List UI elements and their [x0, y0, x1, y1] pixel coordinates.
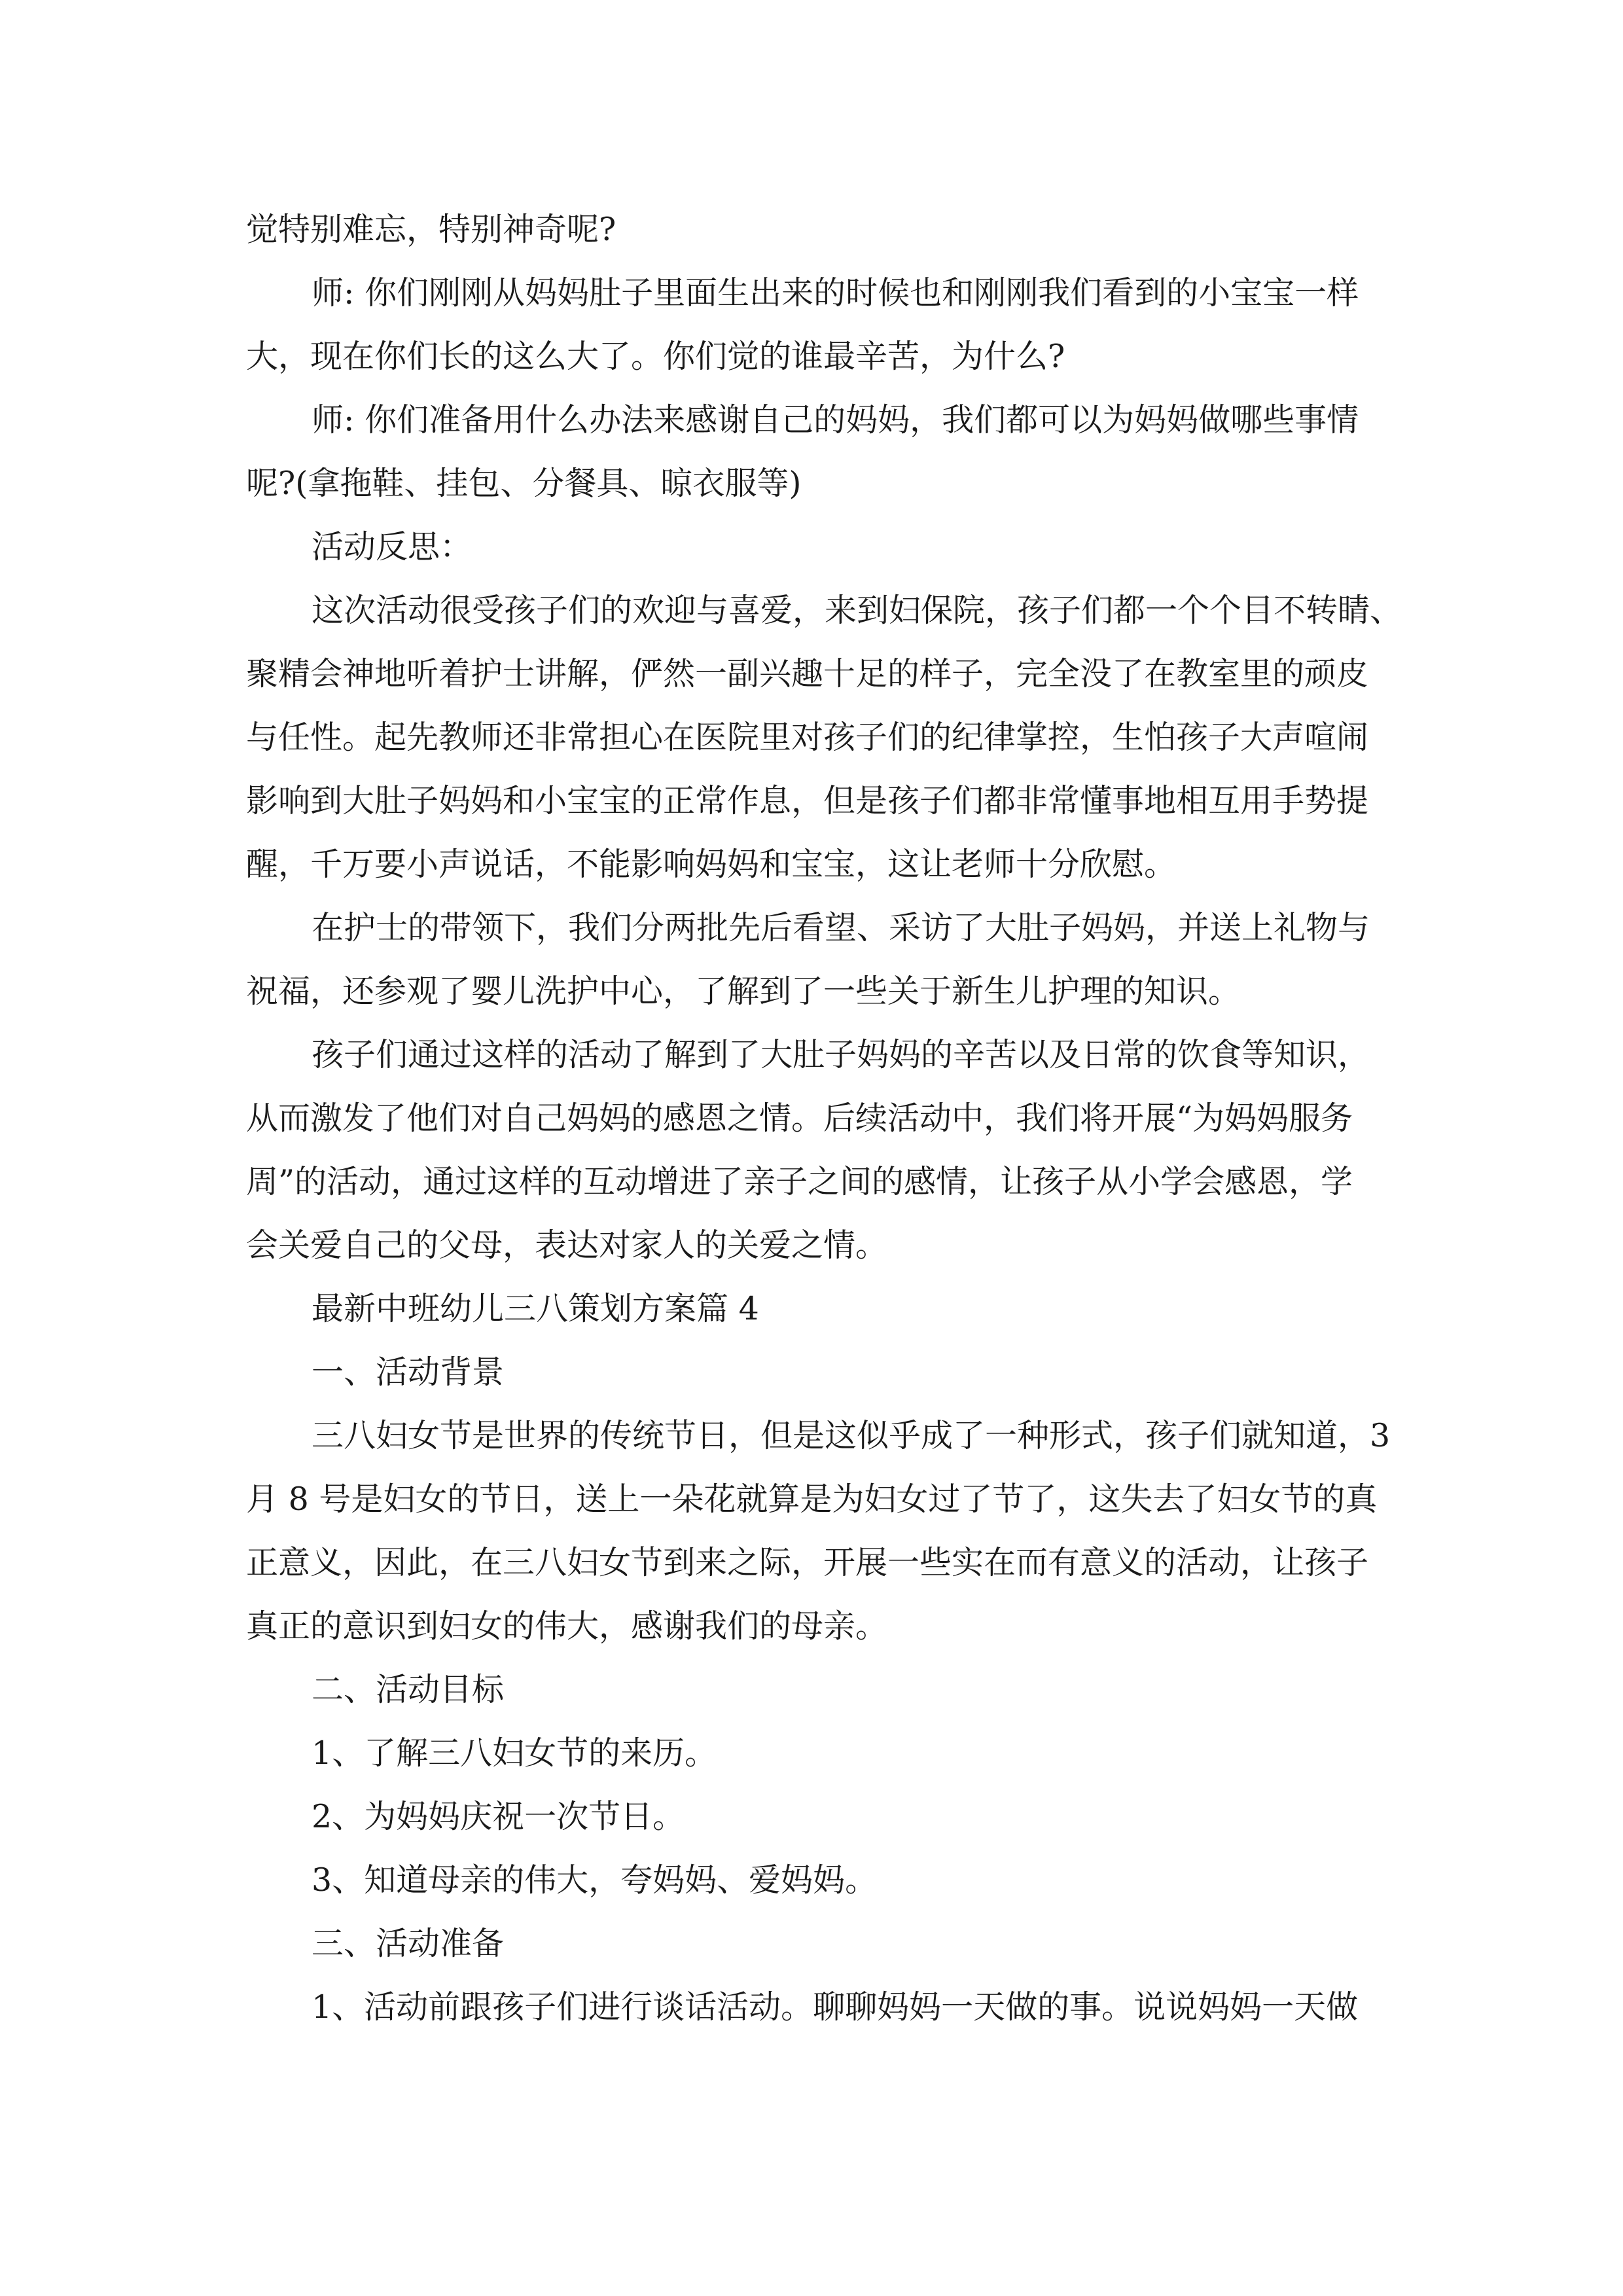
text-line: 影响到大肚子妈妈和小宝宝的正常作息，但是孩子们都非常懂事地相互用手势提 — [246, 782, 1369, 819]
text-line: 从而激发了他们对自己妈妈的感恩之情。后续活动中，我们将开展“为妈妈服务 — [246, 1100, 1353, 1137]
text-line: 师: 你们刚刚从妈妈肚子里面生出来的时候也和刚刚我们看到的小宝宝一样 — [312, 274, 1359, 312]
article-title: 最新中班幼儿三八策划方案篇 4 — [312, 1290, 759, 1327]
list-item: 1、了解三八妇女节的来历。 — [312, 1734, 717, 1772]
text-line: 月 8 号是妇女的节日，送上一朵花就算是为妇女过了节了，这失去了妇女节的真 — [246, 1480, 1378, 1518]
section-heading: 三、活动准备 — [312, 1925, 505, 1962]
text-line: 师: 你们准备用什么办法来感谢自己的妈妈，我们都可以为妈妈做哪些事情 — [312, 401, 1359, 439]
text-line: 孩子们通过这样的活动了解到了大肚子妈妈的辛苦以及日常的饮食等知识， — [312, 1036, 1370, 1073]
list-item: 2、为妈妈庆祝一次节日。 — [312, 1798, 685, 1835]
list-item: 1、活动前跟孩子们进行谈话活动。聊聊妈妈一天做的事。说说妈妈一天做 — [312, 1988, 1359, 2026]
text-line: 三八妇女节是世界的传统节日，但是这似乎成了一种形式，孩子们就知道，3 — [312, 1417, 1391, 1454]
text-line: 与任性。起先教师还非常担心在医院里对孩子们的纪律掌控，生怕孩子大声喧闹 — [246, 719, 1369, 756]
text-line: 呢?(拿拖鞋、挂包、分餐具、晾衣服等) — [246, 465, 802, 502]
text-line: 聚精会神地听着护士讲解，俨然一副兴趣十足的样子，完全没了在教室里的顽皮 — [246, 655, 1369, 692]
text-line: 真正的意识到妇女的伟大，感谢我们的母亲。 — [246, 1607, 888, 1645]
text-line: 大，现在你们长的这么大了。你们觉的谁最辛苦，为什么? — [246, 338, 1065, 375]
text-line: 这次活动很受孩子们的欢迎与喜爱，来到妇保院，孩子们都一个个目不转睛、 — [312, 592, 1402, 629]
text-line: 在护士的带领下，我们分两批先后看望、采访了大肚子妈妈，并送上礼物与 — [312, 909, 1370, 946]
text-line: 醒，千万要小声说话，不能影响妈妈和宝宝，这让老师十分欣慰。 — [246, 846, 1177, 883]
text-line: 祝福，还参观了婴儿洗护中心，了解到了一些关于新生儿护理的知识。 — [246, 973, 1241, 1010]
text-line: 正意义，因此，在三八妇女节到来之际，开展一些实在而有意义的活动，让孩子 — [246, 1544, 1369, 1581]
text-line: 觉特别难忘，特别神奇呢? — [246, 211, 616, 248]
text-line: 周”的活动，通过这样的互动增进了亲子之间的感情，让孩子从小学会感恩，学 — [246, 1163, 1353, 1200]
document-body — [246, 198, 1402, 2039]
section-heading: 一、活动背景 — [312, 1354, 505, 1391]
list-item: 3、知道母亲的伟大，夸妈妈、爱妈妈。 — [312, 1861, 878, 1899]
text-line: 会关爱自己的父母，表达对家人的关爱之情。 — [246, 1227, 888, 1264]
section-heading: 二、活动目标 — [312, 1671, 505, 1708]
section-heading: 活动反思： — [312, 528, 473, 565]
